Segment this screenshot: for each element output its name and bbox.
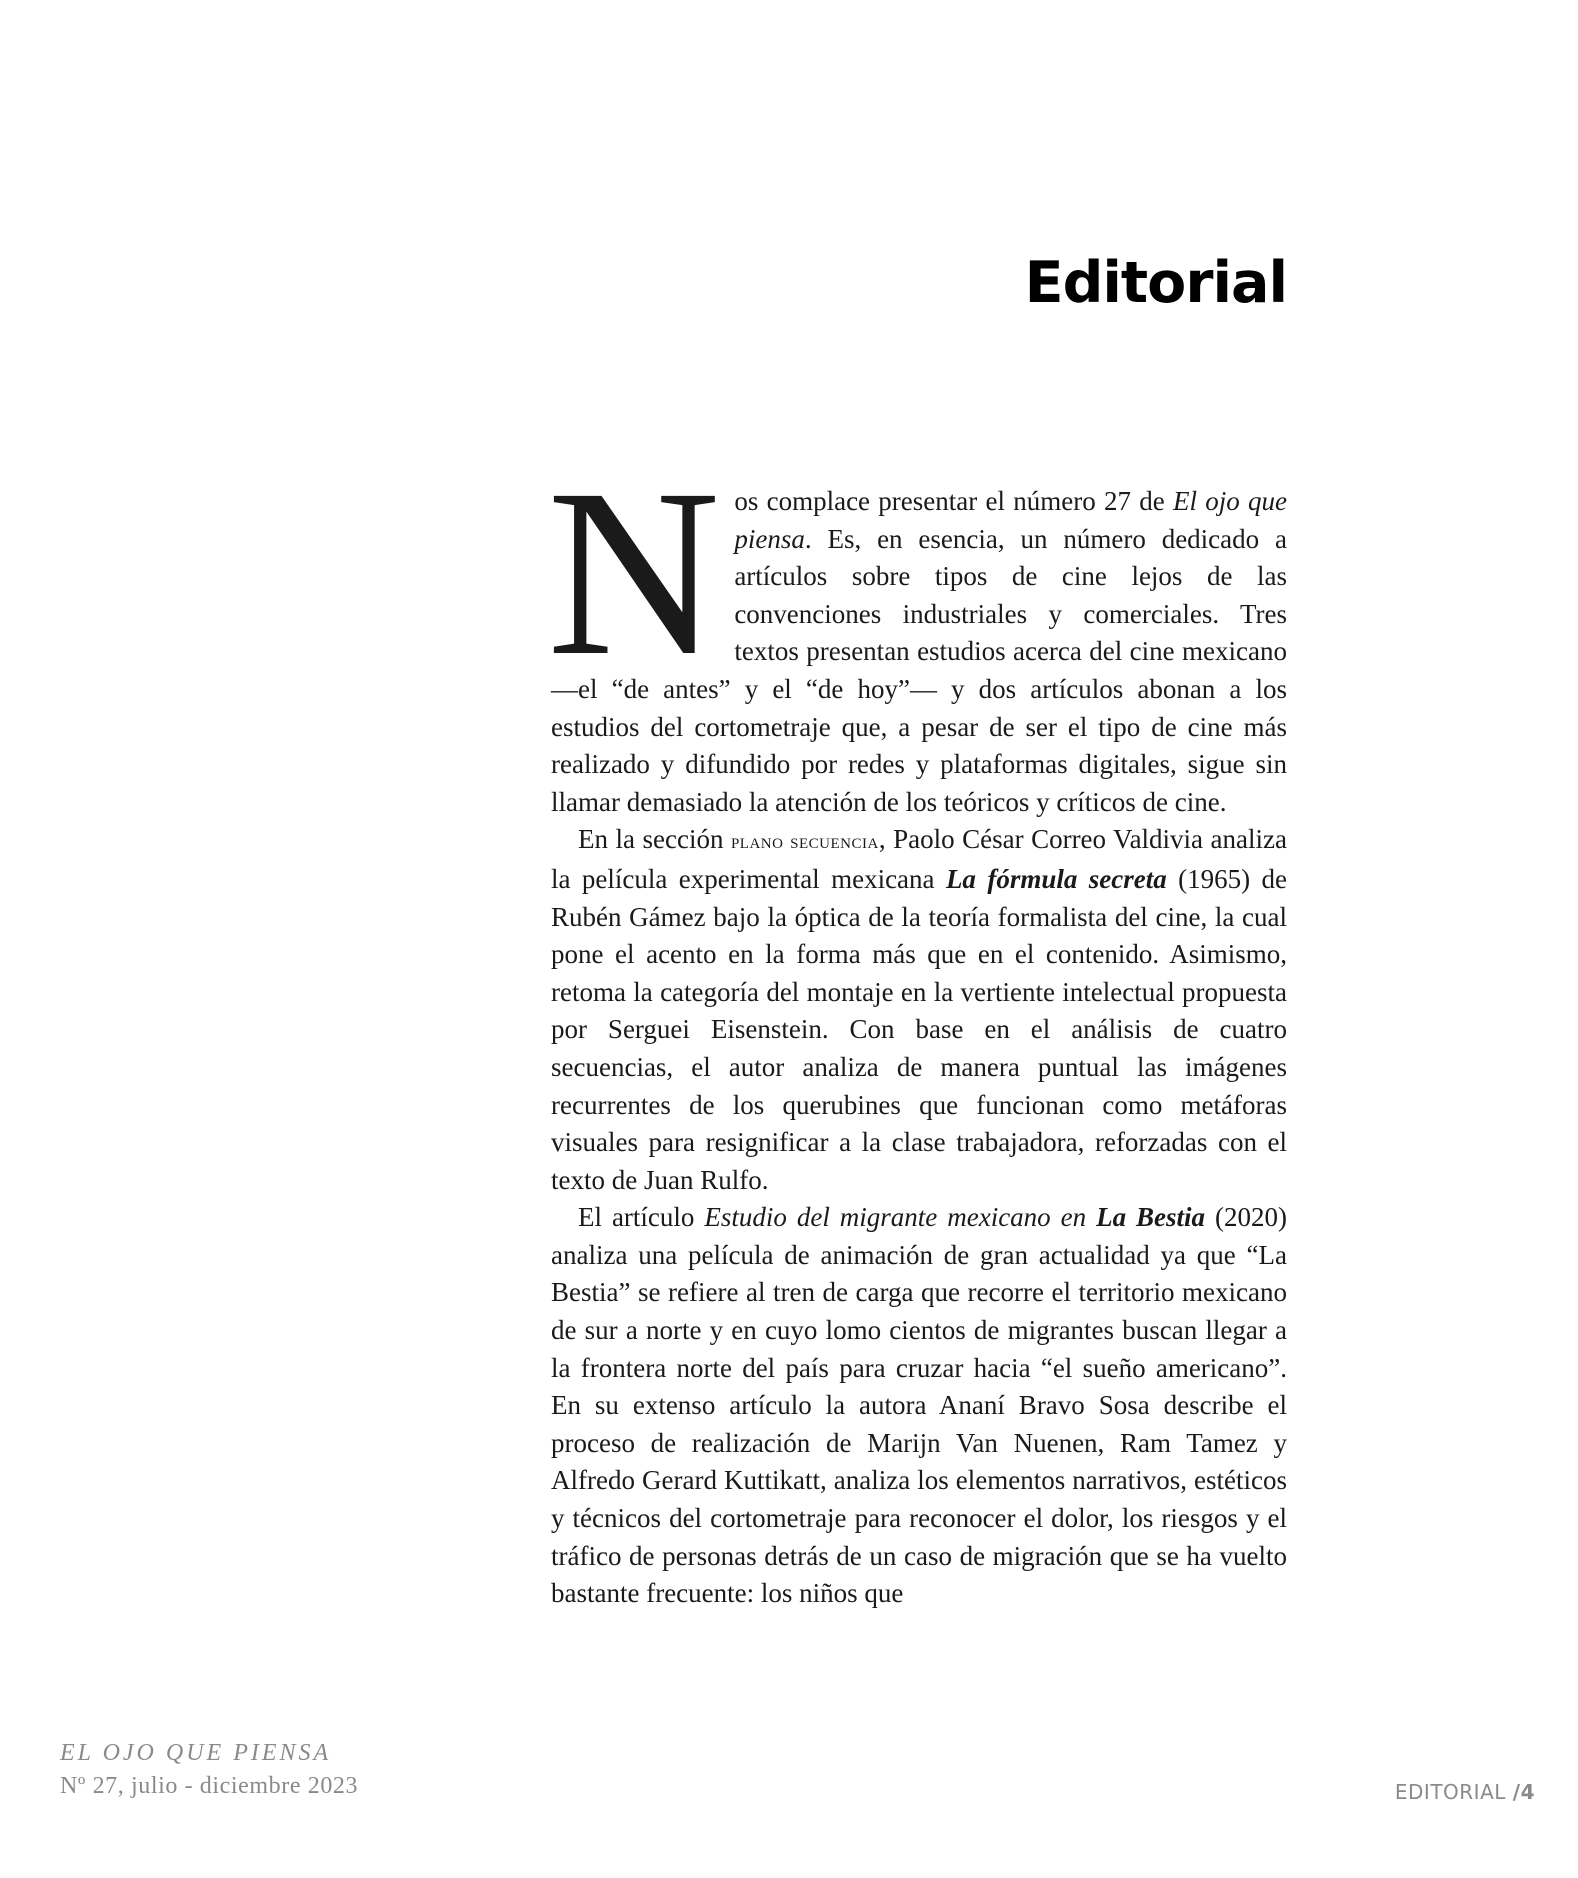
p2-text-c: (1965) de Rubén Gámez bajo la óptica de la teoría formalista del cine, la cual pone el acento en la forma más que en el contenido. Asimismo, retoma la categoría del montaje en la vertiente intelectual propuesta por Serguei Eisenstein. Con base en el análisis de cuatro secuencias, el autor analiza de manera puntual las imágenes recurrentes de los querubines que funcionan como metáforas visuales para resignificar a la clase trabajadora, reforzadas con el texto de Juan Rulfo. <box>551 863 1288 1195</box>
p3-text-b: (2020) analiza una película de animación de gran actualidad ya que “La Bestia” se refiere al tren de carga que recorre el territorio mexicano de sur a norte y en cuyo lomo cientos de migrantes buscan llegar a la frontera norte del país para cruzar hacia “el sueño americano”. En su extenso artículo la autora Ananí Bravo Sosa describe el proceso de realización de Marijn Van Nuenen, Ram Tamez y Alfredo Gerard Kuttikatt, analiza los elementos narrativos, estéticos y técnicos del cortometraje para reconocer el dolor, los riesgos y el tráfico de personas detrás de un caso de migración que se ha vuelto bastante frecuente: los niños que <box>551 1202 1288 1609</box>
film-title-la-bestia: La Bestia <box>1096 1202 1206 1233</box>
footer-section-label: EDITORIAL <box>1394 1780 1513 1804</box>
footer-magazine-name: EL OJO QUE PIENSA <box>60 1740 332 1766</box>
article-title-inline: Estudio del migrante mexicano en <box>704 1202 1097 1233</box>
p2-text-a: En la sección <box>578 824 731 855</box>
drop-cap: N <box>547 439 721 705</box>
paragraph-3 <box>551 1199 1287 1613</box>
footer-masthead <box>60 1740 358 1800</box>
paragraph-1 <box>547 439 1288 821</box>
p1-text-b: . Es, en esencia, un número dedicado a artículos sobre tipos de cine lejos de las convenciones industriales y comerciales. Tres textos presentan estudios acerca del cine mexicano —el “de antes” y el “de hoy”— y dos artículos abonan a los estudios del cortometraje que, a pesar de ser el tipo de cine más realizado y difundido por redes y plataformas digitales, sigue sin llamar demasiado la atención de los teóricos y críticos de cine. <box>551 523 1287 817</box>
p1-text-a: os complace presentar el número 27 de <box>734 486 1173 516</box>
page-title: Editorial <box>1024 250 1287 316</box>
magazine-title-inline: El ojo que piensa <box>734 486 1288 554</box>
page-number: /4 <box>1512 1780 1535 1804</box>
footer-page-label <box>1395 1780 1535 1804</box>
p2-text-b: , Paolo César Correo Valdivia analiza la película experimental mexicana <box>551 824 1287 894</box>
article-body <box>547 439 1288 1613</box>
section-name-plano-secuencia: plano secuencia <box>730 829 879 854</box>
p3-text-a: El artículo <box>578 1202 705 1233</box>
paragraph-2 <box>551 821 1287 1199</box>
film-title-la-formula-secreta: La fórmula secreta <box>945 863 1167 894</box>
footer-issue-info: Nº 27, julio - diciembre 2023 <box>60 1773 359 1799</box>
